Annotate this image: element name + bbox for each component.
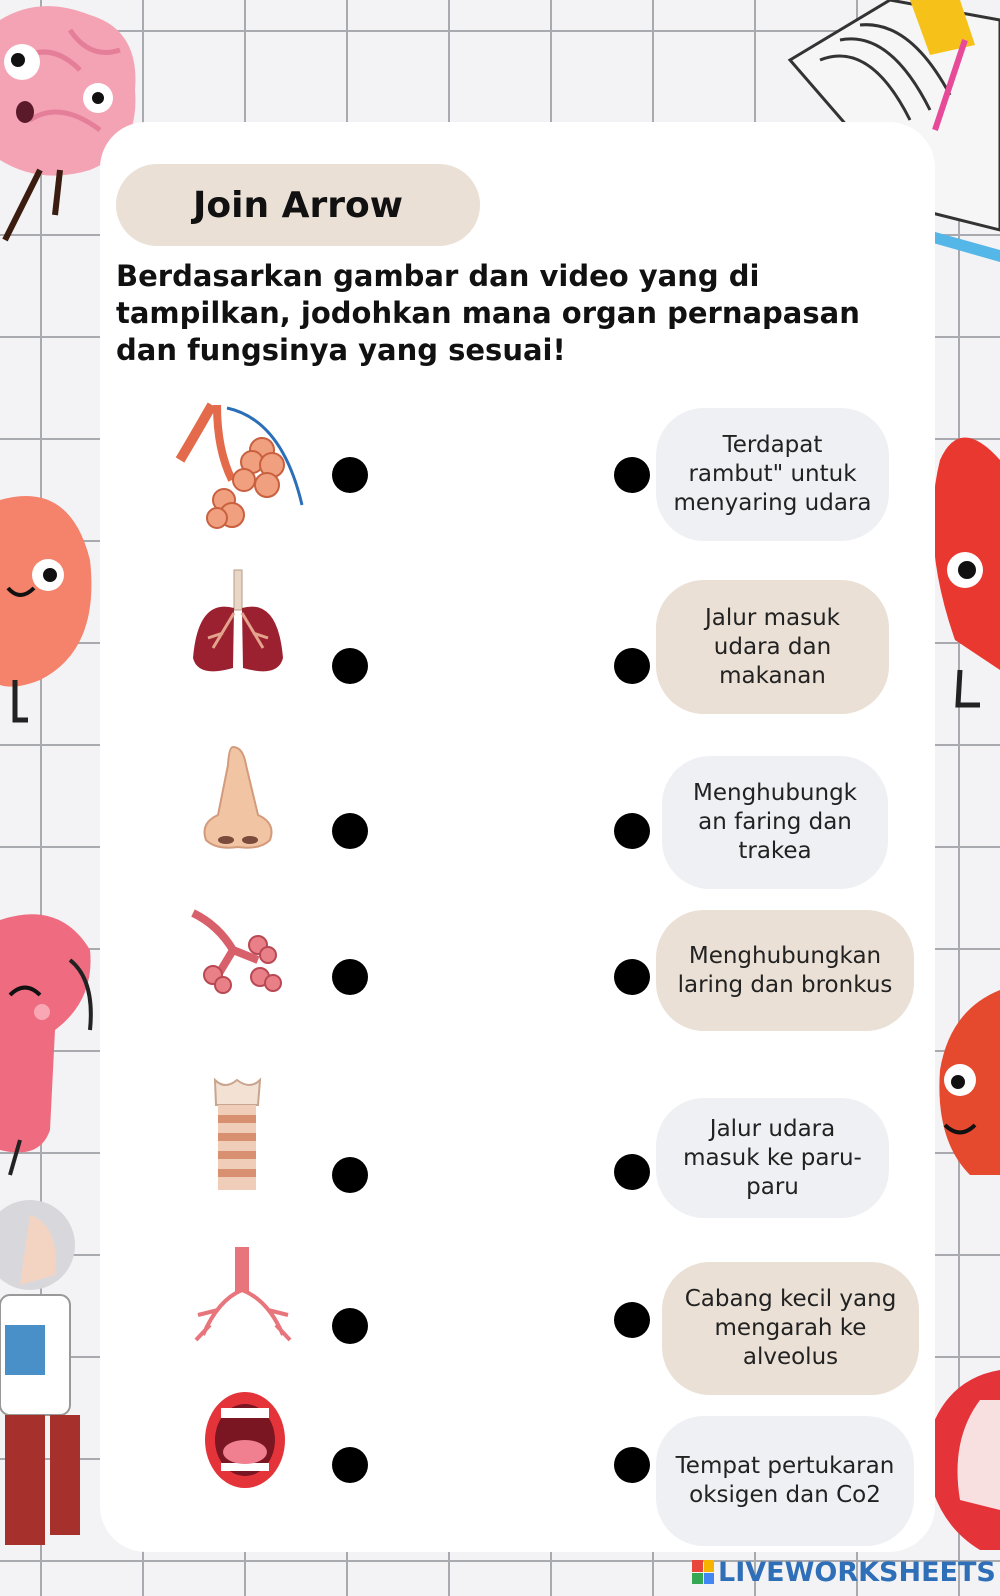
mouth-icon xyxy=(203,1390,288,1490)
answer-text: Menghubungk an faring dan trakea xyxy=(693,780,857,864)
left-dot-2[interactable] xyxy=(332,648,368,684)
answer-box-2[interactable] xyxy=(656,580,889,714)
answer-text: Jalur masuk udara dan makanan xyxy=(705,604,840,689)
heart-character-icon xyxy=(930,420,1000,710)
alveoli-icon xyxy=(172,400,307,535)
brand-name: LIVEWORKSHEETS xyxy=(718,1556,996,1588)
liveworksheets-icon xyxy=(692,1560,714,1584)
right-dot-6[interactable] xyxy=(614,1302,650,1338)
right-dot-1[interactable] xyxy=(614,457,650,493)
liveworksheets-logo xyxy=(692,1554,996,1590)
answer-box-3[interactable] xyxy=(662,756,888,889)
answer-box-1[interactable] xyxy=(656,408,889,541)
left-dot-7[interactable] xyxy=(332,1447,368,1483)
right-dot-4[interactable] xyxy=(614,959,650,995)
left-dot-5[interactable] xyxy=(332,1157,368,1193)
answer-box-5[interactable] xyxy=(656,1098,889,1218)
student-character-icon xyxy=(0,1185,100,1565)
answer-text: Menghubungkan laring dan bronkus xyxy=(677,942,893,998)
title-badge: Join Arrow xyxy=(116,164,480,246)
answer-text: Terdapat rambut" untuk menyaring udara xyxy=(673,432,872,516)
instruction-text: Berdasarkan gambar dan video yang di tampilkan, jodohkan mana organ pernapasan dan fungsinya yang sesuai! xyxy=(116,259,860,367)
answer-box-7[interactable] xyxy=(656,1416,914,1546)
uterus-character-icon xyxy=(0,900,100,1180)
bronchioles-icon xyxy=(188,905,288,1000)
right-dot-3[interactable] xyxy=(614,813,650,849)
left-dot-4[interactable] xyxy=(332,959,368,995)
bronchus-icon xyxy=(188,1245,298,1345)
left-dot-6[interactable] xyxy=(332,1308,368,1344)
stomach-character-icon xyxy=(0,490,100,730)
trachea-icon xyxy=(210,1075,265,1195)
right-dot-2[interactable] xyxy=(614,648,650,684)
right-dot-5[interactable] xyxy=(614,1154,650,1190)
liver-character-icon xyxy=(930,990,1000,1180)
answer-text: Cabang kecil yang mengarah ke alveolus xyxy=(684,1286,897,1370)
left-dot-1[interactable] xyxy=(332,457,368,493)
left-dot-3[interactable] xyxy=(332,813,368,849)
answer-text: Tempat pertukaran oksigen dan Co2 xyxy=(675,1453,895,1508)
answer-text: Jalur udara masuk ke paru- paru xyxy=(683,1115,862,1200)
right-dot-7[interactable] xyxy=(614,1447,650,1483)
answer-box-6[interactable] xyxy=(662,1262,919,1395)
lungs-icon xyxy=(188,568,288,683)
nose-icon xyxy=(198,745,278,855)
answer-box-4[interactable] xyxy=(656,910,914,1031)
